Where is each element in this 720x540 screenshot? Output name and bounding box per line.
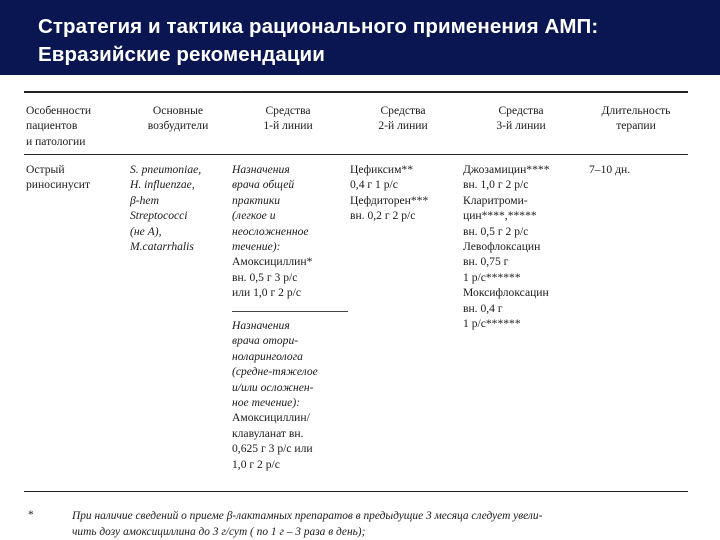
footnote-mark: * bbox=[28, 509, 34, 521]
table-top-rule bbox=[24, 91, 688, 93]
table-bottom-rule bbox=[24, 491, 688, 492]
cell-first-line-ent: Назначения врача отори- ноларинголога (средне-тяжелое и/или осложнен- ное течение): Амоксициллин/ клавуланат вн. 0,625 г 3 р/с или 1,0 г 2 р/с bbox=[232, 319, 318, 471]
cell-pathogens: S. pneumoniae, H. influenzae, β-hem Streptococci (не А), M.catarrhalis bbox=[130, 163, 202, 254]
col-header-duration: Длительность терапии bbox=[601, 104, 671, 133]
col-header-patient: Особенности пациентов и патологии bbox=[26, 104, 92, 148]
slide-title-line-2: Евразийские рекомендации bbox=[38, 43, 325, 66]
col-header-second-line: Средства 2-й линии bbox=[378, 104, 428, 133]
footnote-line-2: чить дозу амоксициллина до 3 г/сут ( по 1 г – 3 раза в день); bbox=[72, 526, 366, 538]
footnote-line-1: При наличие сведений о приеме β-лактамных препаратов в предыдущие 3 месяца следует увели- bbox=[72, 510, 543, 522]
slide-header bbox=[0, 0, 720, 75]
table-header-rule bbox=[24, 154, 688, 155]
cell-first-line-gp: Назначения врача общей практики (легкое и неосложненное течение): Амоксициллин* вн. 0,5 г 3 р/с или 1,0 г 2 р/с bbox=[232, 163, 313, 300]
first-line-divider bbox=[232, 311, 348, 312]
col-header-third-line: Средства 3-й линии bbox=[496, 104, 546, 133]
col-header-first-line: Средства 1-й линии bbox=[263, 104, 313, 133]
slide-title-line-1: Стратегия и тактика рационального применения АМП: bbox=[38, 15, 599, 38]
cell-second-line: Цефиксим** 0,4 г 1 р/с Цефдиторен*** вн. 0,2 г 2 р/с bbox=[350, 163, 429, 223]
col-header-pathogens: Основные возбудители bbox=[147, 104, 209, 133]
cell-patient: Острый риносинусит bbox=[26, 163, 91, 192]
cell-duration: 7–10 дн. bbox=[589, 163, 631, 176]
cell-third-line: Джозамицин**** вн. 1,0 г 2 р/с Кларитроми- цин****,***** вн. 0,5 г 2 р/с Левофлоксацин вн. 0,75 г 1 р/с****** Моксифлоксацин вн. 0,4 г 1 р/с****** bbox=[463, 163, 550, 331]
